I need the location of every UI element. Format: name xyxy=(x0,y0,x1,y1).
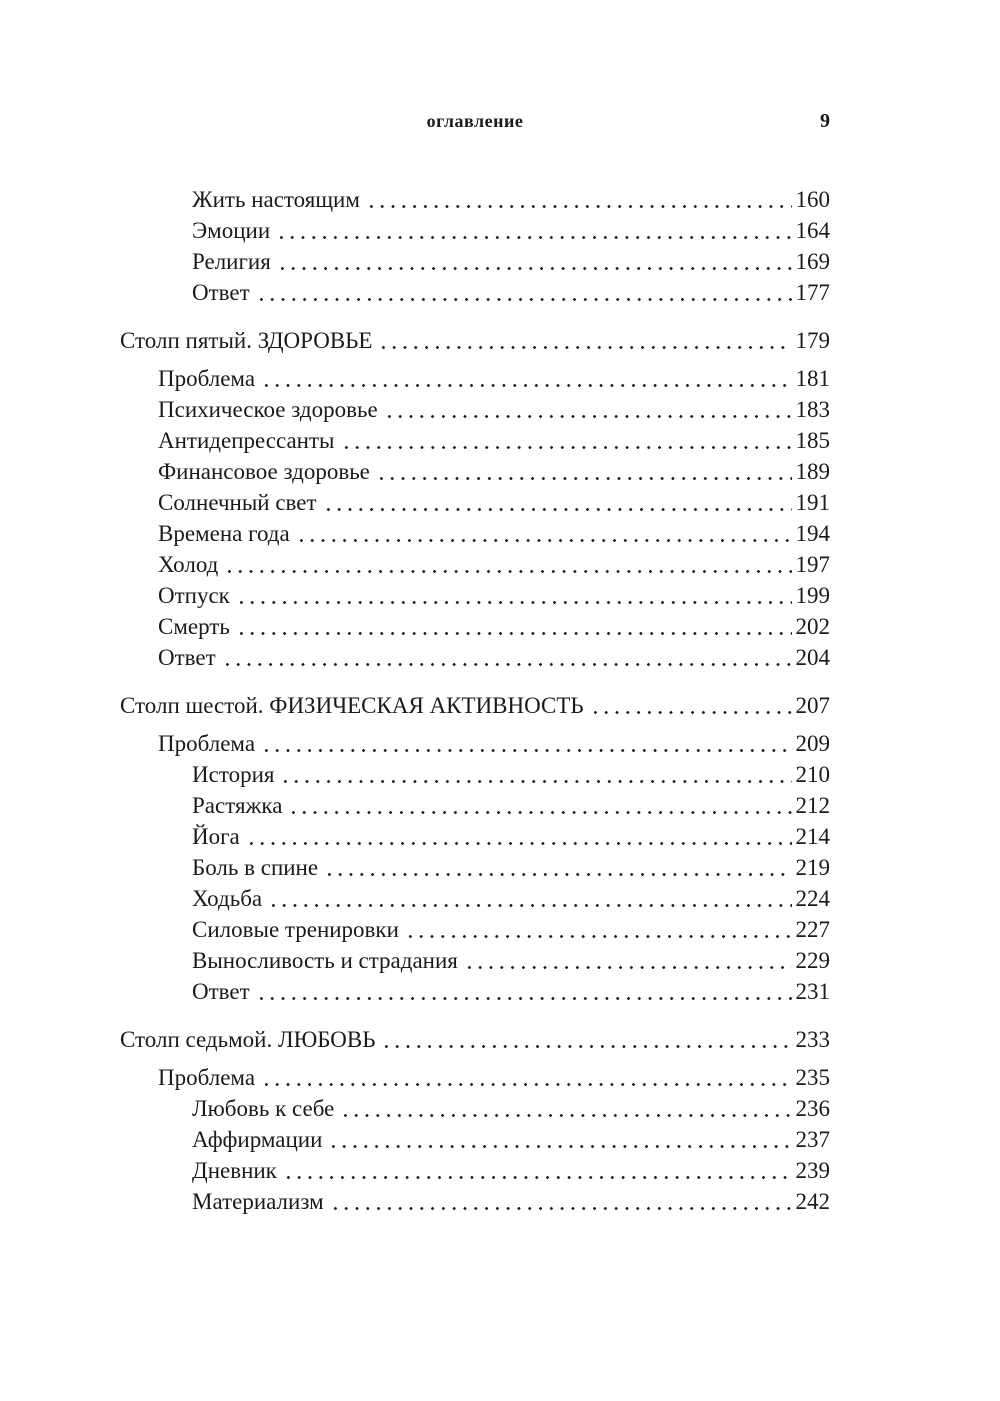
toc-entry xyxy=(120,1155,830,1186)
toc-entry xyxy=(120,394,830,425)
page-number: 9 xyxy=(820,110,830,132)
toc-entry-page: 236 xyxy=(795,1096,830,1121)
toc-entry-label: Психическое здоровье xyxy=(158,397,378,422)
toc-list xyxy=(120,184,830,1217)
toc-entry-label: Эмоции xyxy=(192,218,271,243)
toc-entry-page: 169 xyxy=(795,249,830,274)
dot-leader xyxy=(256,277,792,308)
toc-entry xyxy=(120,611,830,642)
toc-entry-label: Религия xyxy=(192,249,271,274)
toc-entry xyxy=(120,549,830,580)
toc-entry-page: 197 xyxy=(795,552,830,577)
dot-leader xyxy=(405,914,792,945)
toc-entry-page: 177 xyxy=(795,280,830,305)
dot-leader xyxy=(246,821,792,852)
toc-entry-label: Силовые тренировки xyxy=(192,917,399,942)
toc-entry-page: 242 xyxy=(795,1189,830,1214)
toc-entry xyxy=(120,363,830,394)
toc-entry-label: Проблема xyxy=(158,366,256,391)
dot-leader xyxy=(261,728,791,759)
dot-leader xyxy=(277,246,792,277)
toc-entry-page: 235 xyxy=(795,1065,830,1090)
dot-leader xyxy=(328,1124,791,1155)
toc-entry-label: Холод xyxy=(158,552,219,577)
dot-leader xyxy=(283,1155,792,1186)
toc-entry xyxy=(120,487,830,518)
toc-entry-page: 219 xyxy=(795,855,830,880)
toc-entry xyxy=(120,976,830,1007)
dot-leader xyxy=(330,1186,792,1217)
toc-entry-page: 179 xyxy=(795,328,830,353)
dot-leader xyxy=(280,759,791,790)
dot-leader xyxy=(276,215,791,246)
toc-entry-label: Времена года xyxy=(158,521,290,546)
dot-leader xyxy=(261,1062,791,1093)
toc-entry-page: 210 xyxy=(795,762,830,787)
toc-entry-label: Столп седьмой. ЛЮБОВЬ xyxy=(120,1027,376,1052)
toc-entry-page: 164 xyxy=(795,218,830,243)
toc-entry-page: 233 xyxy=(795,1027,830,1052)
toc-entry-page: 229 xyxy=(795,948,830,973)
dot-leader xyxy=(464,945,792,976)
toc-entry-label: Ответ xyxy=(158,645,216,670)
toc-entry-page: 189 xyxy=(795,459,830,484)
dot-leader xyxy=(590,690,792,721)
toc-entry xyxy=(120,821,830,852)
dot-leader xyxy=(256,976,792,1007)
toc-entry-label: Ответ xyxy=(192,979,250,1004)
toc-entry xyxy=(120,1093,830,1124)
toc-entry xyxy=(120,580,830,611)
dot-leader xyxy=(323,487,792,518)
dot-leader xyxy=(236,611,792,642)
toc-entry-label: История xyxy=(192,762,275,787)
dot-leader xyxy=(268,883,791,914)
toc-entry-label: Проблема xyxy=(158,1065,256,1090)
toc-entry xyxy=(120,914,830,945)
toc-entry xyxy=(120,1186,830,1217)
toc-entry xyxy=(120,690,830,721)
dot-leader xyxy=(236,580,792,611)
toc-entry xyxy=(120,277,830,308)
toc-entry xyxy=(120,790,830,821)
toc-entry-page: 227 xyxy=(795,917,830,942)
toc-entry-label: Смерть xyxy=(158,614,230,639)
toc-entry-label: Любовь к себе xyxy=(192,1096,335,1121)
toc-entry xyxy=(120,246,830,277)
toc-entry-page: 237 xyxy=(795,1127,830,1152)
toc-entry-page: 214 xyxy=(795,824,830,849)
toc-entry-page: 185 xyxy=(795,428,830,453)
toc-entry xyxy=(120,425,830,456)
dot-leader xyxy=(288,790,791,821)
toc-entry xyxy=(120,325,830,356)
toc-entry-label: Проблема xyxy=(158,731,256,756)
dot-leader xyxy=(324,852,791,883)
toc-entry xyxy=(120,1024,830,1055)
toc-entry-label: Ходьба xyxy=(192,886,263,911)
toc-entry xyxy=(120,883,830,914)
toc-entry-page: 181 xyxy=(795,366,830,391)
running-head-title: оглавление xyxy=(426,111,524,131)
toc-entry-label: Материализм xyxy=(192,1189,324,1214)
toc-entry xyxy=(120,852,830,883)
toc-entry-page: 231 xyxy=(795,979,830,1004)
dot-leader xyxy=(224,549,791,580)
toc-entry xyxy=(120,215,830,246)
toc-entry xyxy=(120,518,830,549)
toc-entry-label: Солнечный свет xyxy=(158,490,317,515)
toc-entry-label: Йога xyxy=(192,824,240,849)
toc-entry-page: 209 xyxy=(795,731,830,756)
toc-entry-page: 239 xyxy=(795,1158,830,1183)
toc-entry-label: Растяжка xyxy=(192,793,283,818)
toc-entry-label: Финансовое здоровье xyxy=(158,459,370,484)
toc-entry-page: 191 xyxy=(795,490,830,515)
dot-leader xyxy=(384,394,792,425)
toc-entry-label: Жить настоящим xyxy=(192,187,360,212)
toc-entry-page: 202 xyxy=(795,614,830,639)
toc-entry-page: 207 xyxy=(795,693,830,718)
toc-entry xyxy=(120,184,830,215)
dot-leader xyxy=(376,456,792,487)
dot-leader xyxy=(341,425,792,456)
dot-leader xyxy=(261,363,791,394)
toc-entry-page: 224 xyxy=(795,886,830,911)
dot-leader xyxy=(222,642,792,673)
dot-leader xyxy=(340,1093,791,1124)
toc-entry xyxy=(120,759,830,790)
dot-leader xyxy=(296,518,792,549)
toc-entry-label: Аффирмации xyxy=(192,1127,323,1152)
toc-entry xyxy=(120,728,830,759)
toc-entry-page: 204 xyxy=(795,645,830,670)
toc-entry-label: Выносливость и страдания xyxy=(192,948,458,973)
toc-entry-label: Столп пятый. ЗДОРОВЬЕ xyxy=(120,328,373,353)
toc-entry-label: Отпуск xyxy=(158,583,230,608)
toc-entry-page: 199 xyxy=(795,583,830,608)
toc-entry-label: Дневник xyxy=(192,1158,277,1183)
toc-entry-label: Столп шестой. ФИЗИЧЕСКАЯ АКТИВНОСТЬ xyxy=(120,693,584,718)
toc-entry-label: Боль в спине xyxy=(192,855,319,880)
toc-entry xyxy=(120,945,830,976)
toc-entry-label: Ответ xyxy=(192,280,250,305)
toc-entry xyxy=(120,1062,830,1093)
toc-entry-label: Антидепрессанты xyxy=(158,428,335,453)
dot-leader xyxy=(378,325,791,356)
toc-entry-page: 160 xyxy=(795,187,830,212)
dot-leader xyxy=(366,184,792,215)
running-head xyxy=(120,110,830,132)
toc-entry-page: 183 xyxy=(795,397,830,422)
toc-entry xyxy=(120,1124,830,1155)
toc-entry xyxy=(120,642,830,673)
toc-entry-page: 212 xyxy=(795,793,830,818)
toc-entry-page: 194 xyxy=(795,521,830,546)
dot-leader xyxy=(381,1024,791,1055)
toc-entry xyxy=(120,456,830,487)
